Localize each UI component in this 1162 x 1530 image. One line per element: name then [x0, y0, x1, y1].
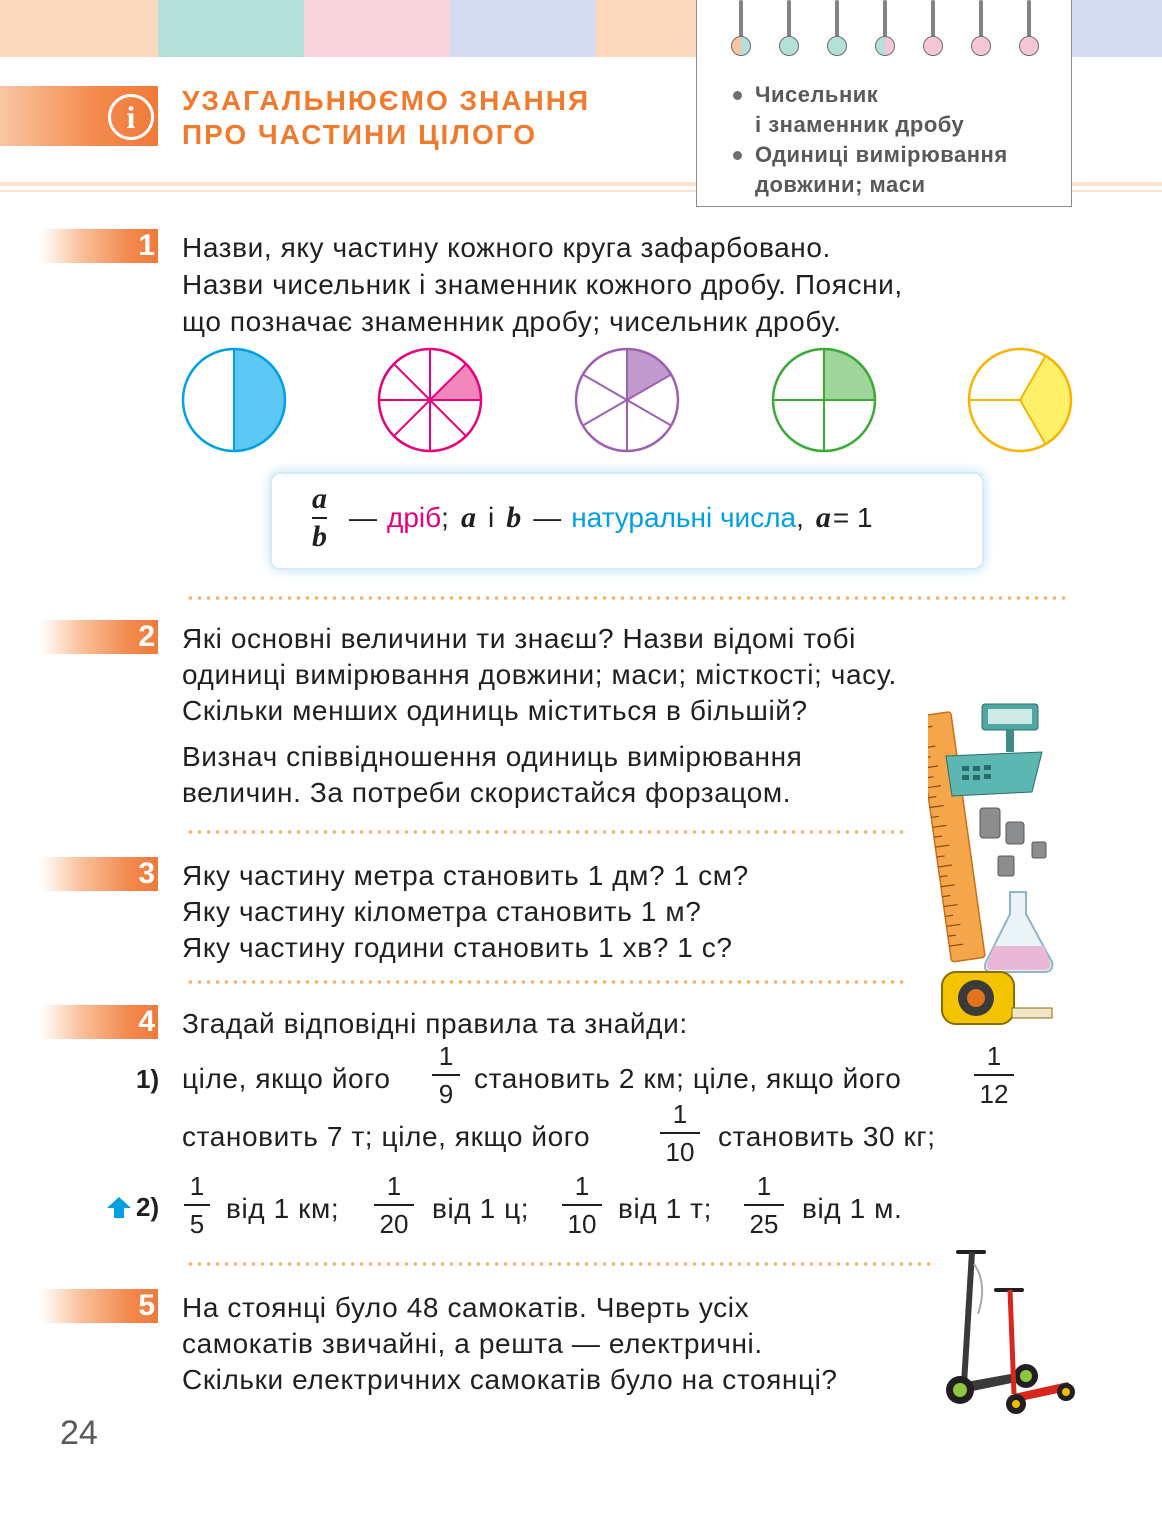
spiral-ring-icon: [1019, 0, 1039, 58]
fraction: 1 10: [562, 1172, 602, 1238]
measuring-tools-illustration: [928, 700, 1062, 1032]
page-title-line1: УЗАГАЛЬНЮЄМО ЗНАННЯ: [182, 85, 591, 116]
dotted-separator: [186, 980, 904, 984]
spiral-ring-icon: [779, 0, 799, 58]
fraction: 1 10: [660, 1100, 700, 1166]
var-a: a: [460, 501, 476, 534]
topic-item: Чисельник і знаменник дробу: [731, 80, 1008, 140]
task4-text: становить 2 км; ціле, якщо його: [474, 1063, 902, 1094]
task-number-marker: 4: [40, 1005, 158, 1039]
spiral-ring-icon: [875, 0, 895, 58]
fraction-a-over-b: $\frac{a}{b}$: [312, 482, 327, 553]
shaded-sector: [627, 349, 671, 400]
topics-list: [731, 80, 1008, 200]
task1-line: що позначає знаменник дробу; чисельник дробу.: [182, 306, 842, 337]
weights-icon: [980, 808, 1046, 876]
semicolon: ;: [441, 502, 449, 533]
scooters-illustration: [938, 1244, 1078, 1420]
conj: і: [487, 502, 495, 533]
dotted-separator: [186, 830, 904, 834]
task4-text: становить 30 кг;: [718, 1121, 936, 1152]
page-title: [182, 84, 682, 152]
fraction-definition: [312, 484, 873, 552]
fraction: 1 20: [374, 1172, 414, 1238]
fraction: 1 12: [974, 1042, 1014, 1108]
shaded-sector: [234, 349, 285, 451]
task-number-marker: 5: [40, 1289, 158, 1323]
fraction: 1 9: [432, 1042, 460, 1108]
task2-line: величин. За потреби скористайся форзацом.: [182, 777, 792, 808]
fraction-circle: [773, 349, 875, 451]
spiral-ring-icon: [971, 0, 991, 58]
shaded-sector: [1020, 356, 1071, 444]
division-line: [430, 400, 466, 436]
fraction-circle: [969, 349, 1071, 451]
division-line: [394, 400, 430, 436]
division-line: [583, 400, 627, 426]
difficulty-arrow-icon: [106, 1196, 132, 1220]
spiral-ring-icon: [731, 0, 751, 58]
dash: —: [533, 502, 562, 533]
dotted-separator: [186, 1262, 936, 1266]
electric-scooter-icon: [946, 1252, 1038, 1404]
task4-text: від 1 т;: [618, 1193, 712, 1224]
spiral-ring-icon: [827, 0, 847, 58]
topics-notebook-card: [696, 0, 1072, 207]
page-title-line2: ПРО ЧАСТИНИ ЦІЛОГО: [182, 119, 538, 150]
dash: —: [349, 502, 377, 533]
fraction-circle: [183, 349, 285, 451]
division-line: [583, 375, 627, 401]
shaded-sector: [430, 364, 481, 400]
spiral-ring-icon: [923, 0, 943, 58]
task2-line: Які основні величини ти знаєш? Назви відомі тобі: [182, 623, 856, 654]
subtask-label: 2): [136, 1192, 160, 1222]
fraction: 1 5: [184, 1172, 210, 1238]
term-natural-numbers: натуральні числа: [571, 502, 797, 533]
task-number-marker: 1: [40, 229, 158, 263]
task5-line: На стоянці було 48 самокатів. Чверть усіх: [182, 1292, 750, 1323]
page-number: 24: [60, 1414, 98, 1452]
task-number-marker: 3: [40, 857, 158, 891]
task2-line: Скільки менших одиниць міститься в більшій?: [182, 695, 808, 726]
fraction-circle: [576, 349, 678, 451]
dotted-separator: [186, 596, 1070, 600]
fraction: 1 25: [744, 1172, 784, 1238]
fraction-circles: [178, 346, 1078, 454]
tape-measure-icon: [942, 972, 1052, 1024]
fraction-circle: [379, 349, 481, 451]
task5-line: Скільки електричних самокатів було на стоянці?: [182, 1364, 838, 1395]
subtask-label: 1): [136, 1064, 160, 1094]
task4-text: становить 7 т; ціле, якщо його: [182, 1121, 591, 1152]
kick-scooter-icon: [996, 1290, 1075, 1414]
info-icon: i: [108, 94, 154, 140]
task5-line: самокатів звичайні, а решта — електричні.: [182, 1328, 763, 1359]
task4-intro: Згадай відповідні правила та знайди:: [182, 1008, 688, 1039]
task2-line: одиниці вимірювання довжини; маси; місткості; часу.: [182, 659, 897, 690]
task4-text: від 1 м.: [802, 1193, 903, 1224]
ruler-icon: [928, 712, 985, 962]
task4-text: ціле, якщо його: [182, 1063, 391, 1094]
task3-line: Яку частину метра становить 1 дм? 1 см?: [182, 860, 749, 891]
task1-line: Назви, яку частину кожного круга зафарбовано.: [182, 232, 831, 263]
var-a: a: [815, 501, 831, 534]
task4-text: від 1 ц;: [432, 1193, 530, 1224]
term-fraction: дріб: [387, 502, 442, 533]
task2-line: Визнач співвідношення одиниць вимірювання: [182, 741, 803, 772]
flask-icon: [985, 892, 1052, 972]
task4-text: від 1 км;: [226, 1193, 340, 1224]
task3-line: Яку частину години становить 1 хв? 1 с?: [182, 932, 733, 963]
task-number-marker: 2: [40, 620, 158, 654]
division-line: [627, 400, 671, 426]
condition: = 1: [832, 502, 873, 533]
task3-line: Яку частину кілометра становить 1 м?: [182, 896, 702, 927]
division-line: [394, 364, 430, 400]
comma: ,: [796, 502, 804, 533]
task1-line: Назви чисельник і знаменник кожного дробу. Поясни,: [182, 269, 903, 300]
scale-icon: [946, 704, 1042, 796]
topic-item: Одиниці вимірювання довжини; маси: [731, 140, 1008, 200]
fraction-definition-box: [270, 472, 984, 570]
var-b: b: [506, 501, 522, 534]
